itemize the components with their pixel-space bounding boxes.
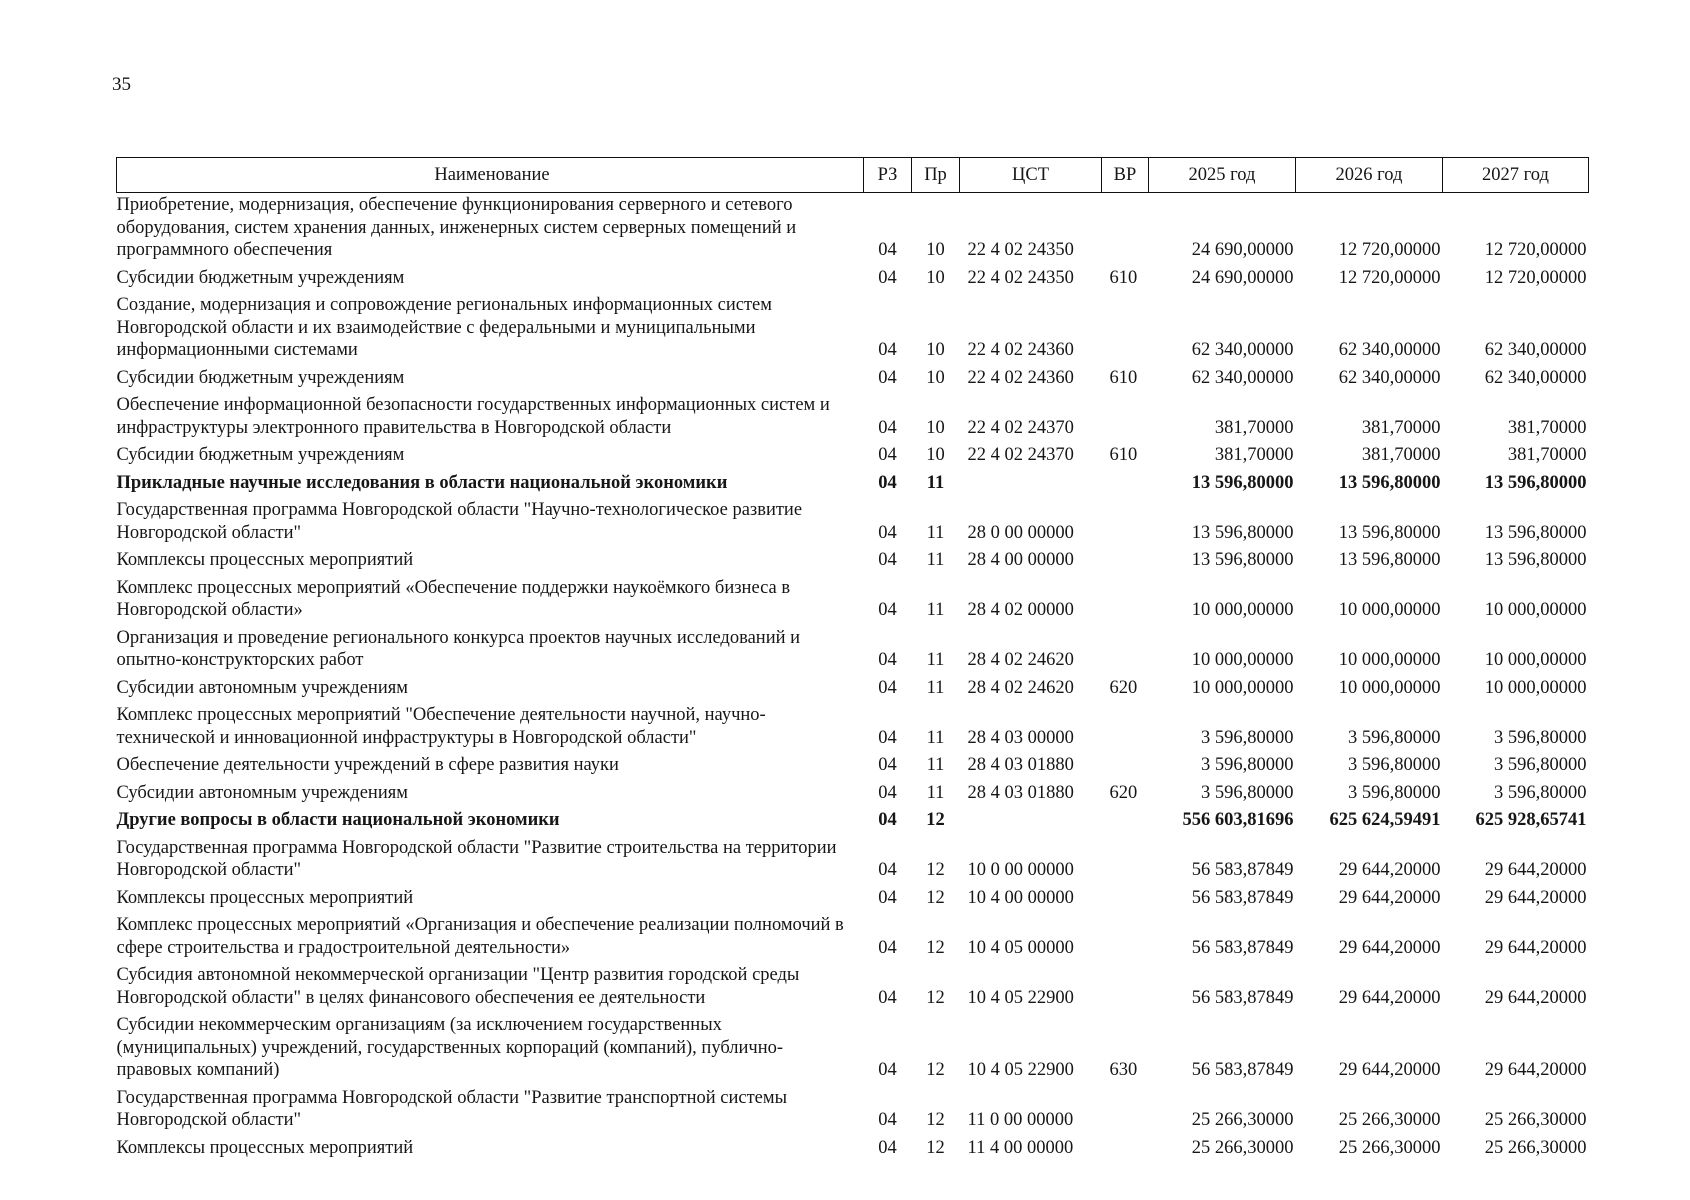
- row-name: Обеспечение информационной безопасности государственных информационных систем и инфраструктуры электронного правительства в Новгородской области: [116, 395, 830, 438]
- row-name: Комплексы процессных мероприятий: [116, 550, 414, 570]
- row-cst: 10 0 00 00000: [967, 860, 1074, 880]
- row-vr: [1102, 1086, 1149, 1136]
- row-rz: 04: [878, 755, 897, 775]
- table-header-row: [117, 158, 1589, 193]
- table-row: [117, 753, 1589, 781]
- row-amount-2027: 29 644,20000: [1484, 1060, 1587, 1080]
- row-vr: [1102, 498, 1149, 548]
- row-cst: 22 4 02 24360: [967, 340, 1074, 360]
- row-vr: [1102, 548, 1149, 576]
- table-row: [117, 676, 1589, 704]
- row-amount-2027: 12 720,00000: [1484, 267, 1587, 288]
- row-cst: 10 4 00 00000: [967, 887, 1074, 908]
- row-vr: [1102, 963, 1149, 1013]
- row-rz: 04: [878, 522, 897, 543]
- row-cst: 22 4 02 24370: [967, 445, 1074, 465]
- row-amount-2026: 62 340,00000: [1338, 340, 1441, 360]
- row-amount-2025: 381,70000: [1214, 445, 1294, 465]
- row-amount-2026: 29 644,20000: [1338, 1060, 1441, 1080]
- row-pr: 11: [926, 727, 945, 748]
- row-amount-2027: 25 266,30000: [1484, 1110, 1587, 1130]
- row-cst: 28 4 00 00000: [967, 550, 1074, 570]
- row-amount-2026: 12 720,00000: [1338, 267, 1441, 288]
- row-amount-2026: 10 000,00000: [1338, 600, 1441, 620]
- row-amount-2025: 56 583,87849: [1191, 860, 1294, 880]
- row-amount-2027: 381,70000: [1507, 445, 1587, 465]
- header-2027: 2027 год: [1443, 158, 1589, 193]
- row-vr: 620: [1109, 782, 1138, 803]
- row-pr: 12: [926, 1060, 945, 1080]
- row-amount-2025: 3 596,80000: [1201, 782, 1294, 803]
- row-vr: [1102, 193, 1149, 266]
- row-amount-2026: 13 596,80000: [1338, 550, 1441, 570]
- row-amount-2025: 13 596,80000: [1191, 550, 1294, 570]
- row-name: Комплекс процессных мероприятий "Обеспечение деятельности научной, научно-технической и инновационной инфраструктуры в Новгородской области": [116, 705, 766, 748]
- row-vr: [1102, 626, 1149, 676]
- row-name: Приобретение, модернизация, обеспечение функционирования серверного и сетевого оборудования, систем хранения данных, инженерных систем серверных помещений и программного обеспечения: [116, 195, 797, 260]
- row-cst: [960, 808, 1102, 836]
- table-row: [117, 913, 1589, 963]
- table-row: [117, 808, 1589, 836]
- row-name: Комплекс процессных мероприятий «Организация и обеспечение реализации полномочий в сфере строительства и градостроительной деятельности»: [116, 915, 844, 958]
- row-amount-2026: 10 000,00000: [1338, 677, 1441, 698]
- row-amount-2025: 56 583,87849: [1191, 987, 1294, 1008]
- row-pr: 11: [926, 677, 945, 698]
- table-row: [117, 498, 1589, 548]
- table-row: [117, 703, 1589, 753]
- row-pr: 12: [926, 887, 945, 908]
- row-amount-2027: 3 596,80000: [1494, 782, 1587, 803]
- row-name: Создание, модернизация и сопровождение региональных информационных систем Новгородской области и их взаимодействие с федеральными и муниципальными информационными системами: [116, 295, 772, 360]
- row-amount-2025: 13 596,80000: [1191, 522, 1294, 543]
- row-name: Субсидия автономной некоммерческой организации "Центр развития городской среды Новгородской области" в целях финансового обеспечения ее деятельности: [116, 965, 800, 1008]
- row-cst: 22 4 02 24370: [967, 417, 1074, 438]
- row-cst: 28 4 02 00000: [967, 600, 1074, 620]
- row-vr: 630: [1109, 1060, 1138, 1080]
- row-pr: 10: [926, 367, 945, 388]
- row-amount-2027: 3 596,80000: [1494, 755, 1587, 775]
- row-vr: [1102, 703, 1149, 753]
- row-amount-2025: 3 596,80000: [1201, 755, 1294, 775]
- row-name: Другие вопросы в области национальной экономики: [116, 810, 560, 830]
- row-rz: 04: [878, 677, 897, 698]
- row-rz: 04: [878, 240, 897, 260]
- row-amount-2027: 10 000,00000: [1484, 600, 1587, 620]
- row-cst: 11 4 00 00000: [967, 1137, 1074, 1158]
- row-pr: 10: [926, 240, 945, 260]
- row-amount-2026: 29 644,20000: [1338, 987, 1441, 1008]
- row-amount-2027: 25 266,30000: [1484, 1137, 1587, 1158]
- row-amount-2025: 556 603,81696: [1182, 810, 1294, 830]
- row-rz: 04: [878, 267, 897, 288]
- row-pr: 10: [926, 267, 945, 288]
- row-amount-2025: 3 596,80000: [1201, 727, 1294, 748]
- table-row: [117, 886, 1589, 914]
- row-pr: 12: [926, 860, 945, 880]
- row-amount-2026: 25 266,30000: [1338, 1110, 1441, 1130]
- row-amount-2025: 13 596,80000: [1191, 472, 1294, 493]
- row-pr: 10: [926, 417, 945, 438]
- row-amount-2025: 56 583,87849: [1191, 887, 1294, 908]
- row-rz: 04: [878, 445, 897, 465]
- row-amount-2027: 12 720,00000: [1484, 240, 1587, 260]
- row-cst: 11 0 00 00000: [967, 1110, 1074, 1130]
- row-vr: 620: [1109, 677, 1138, 698]
- row-amount-2027: 62 340,00000: [1484, 340, 1587, 360]
- row-name: Обеспечение деятельности учреждений в сфере развития науки: [116, 755, 619, 775]
- row-name: Субсидии бюджетным учреждениям: [116, 445, 405, 465]
- row-cst: 28 4 03 01880: [967, 755, 1074, 775]
- row-cst: 10 4 05 22900: [967, 987, 1074, 1008]
- row-rz: 04: [878, 650, 897, 670]
- header-vr: ВР: [1102, 158, 1149, 193]
- table-row: [117, 1013, 1589, 1086]
- row-amount-2026: 29 644,20000: [1338, 860, 1441, 880]
- row-rz: 04: [878, 937, 897, 958]
- row-name: Субсидии автономным учреждениям: [116, 782, 408, 803]
- row-pr: 11: [926, 472, 945, 493]
- row-cst: 22 4 02 24350: [967, 267, 1074, 288]
- table-row: [117, 836, 1589, 886]
- page-number: 35: [112, 74, 131, 95]
- row-amount-2025: 24 690,00000: [1191, 267, 1294, 288]
- row-amount-2026: 13 596,80000: [1338, 522, 1441, 543]
- row-amount-2026: 25 266,30000: [1338, 1137, 1441, 1158]
- table-row: [117, 626, 1589, 676]
- row-amount-2025: 24 690,00000: [1191, 240, 1294, 260]
- row-rz: 04: [878, 782, 897, 803]
- row-amount-2027: 29 644,20000: [1484, 860, 1587, 880]
- header-name: Наименование: [117, 158, 864, 193]
- budget-table: [116, 157, 1589, 1163]
- row-name: Государственная программа Новгородской области "Научно-технологическое развитие Новгородской области": [116, 500, 803, 543]
- table-row: [117, 1086, 1589, 1136]
- row-cst: 28 4 03 01880: [967, 782, 1074, 803]
- row-cst: 28 4 02 24620: [967, 677, 1074, 698]
- row-pr: 12: [926, 1110, 945, 1130]
- row-vr: 610: [1109, 445, 1138, 465]
- row-pr: 12: [926, 810, 945, 830]
- row-amount-2027: 29 644,20000: [1484, 887, 1587, 908]
- header-pr: Пр: [912, 158, 960, 193]
- row-amount-2026: 625 624,59491: [1329, 810, 1441, 830]
- row-name: Субсидии бюджетным учреждениям: [116, 367, 405, 388]
- row-name: Комплексы процессных мероприятий: [116, 887, 414, 908]
- row-pr: 11: [926, 550, 945, 570]
- row-vr: [1102, 886, 1149, 914]
- row-pr: 10: [926, 340, 945, 360]
- row-vr: [1102, 471, 1149, 499]
- row-amount-2027: 10 000,00000: [1484, 650, 1587, 670]
- row-vr: [1102, 293, 1149, 366]
- row-rz: 04: [878, 472, 897, 493]
- row-cst: 28 4 02 24620: [967, 650, 1074, 670]
- row-amount-2025: 25 266,30000: [1191, 1137, 1294, 1158]
- row-rz: 04: [878, 367, 897, 388]
- table-row: [117, 963, 1589, 1013]
- row-rz: 04: [878, 600, 897, 620]
- row-name: Субсидии некоммерческим организациям (за исключением государственных (муниципальных) учреждений, государственных корпораций (компаний), публично-правовых компаний): [116, 1015, 784, 1080]
- row-amount-2026: 29 644,20000: [1338, 937, 1441, 958]
- row-rz: 04: [878, 550, 897, 570]
- table-row: [117, 576, 1589, 626]
- row-name: Прикладные научные исследования в области национальной экономики: [116, 472, 728, 493]
- table-body: [117, 193, 1589, 1164]
- row-amount-2025: 25 266,30000: [1191, 1110, 1294, 1130]
- row-pr: 11: [926, 755, 945, 775]
- row-pr: 11: [926, 522, 945, 543]
- row-vr: [1102, 808, 1149, 836]
- row-amount-2025: 56 583,87849: [1191, 1060, 1294, 1080]
- row-amount-2027: 625 928,65741: [1475, 810, 1587, 830]
- row-amount-2027: 29 644,20000: [1484, 987, 1587, 1008]
- row-rz: 04: [878, 860, 897, 880]
- table-row: [117, 548, 1589, 576]
- row-amount-2027: 10 000,00000: [1484, 677, 1587, 698]
- row-name: Организация и проведение регионального конкурса проектов научных исследований и опытно-конструкторских работ: [116, 627, 801, 670]
- table-row: [117, 293, 1589, 366]
- row-pr: 10: [926, 445, 945, 465]
- row-amount-2026: 381,70000: [1361, 417, 1441, 438]
- row-name: Субсидии автономным учреждениям: [116, 677, 408, 698]
- table-row: [117, 781, 1589, 809]
- row-rz: 04: [878, 417, 897, 438]
- row-cst: 28 0 00 00000: [967, 522, 1074, 543]
- table-row: [117, 366, 1589, 394]
- row-rz: 04: [878, 1137, 897, 1158]
- row-amount-2025: 62 340,00000: [1191, 340, 1294, 360]
- row-cst: 10 4 05 22900: [967, 1060, 1074, 1080]
- row-name: Комплекс процессных мероприятий «Обеспечение поддержки наукоёмкого бизнеса в Новгородской области»: [116, 577, 791, 620]
- table-row: [117, 393, 1589, 443]
- row-amount-2025: 10 000,00000: [1191, 600, 1294, 620]
- row-cst: 22 4 02 24360: [967, 367, 1074, 388]
- header-cst: ЦСТ: [960, 158, 1102, 193]
- row-vr: [1102, 576, 1149, 626]
- row-vr: [1102, 1136, 1149, 1164]
- header-rz: РЗ: [864, 158, 912, 193]
- row-amount-2026: 381,70000: [1361, 445, 1441, 465]
- row-cst: 28 4 03 00000: [967, 727, 1074, 748]
- table-row: [117, 193, 1589, 266]
- row-rz: 04: [878, 810, 897, 830]
- table-row: [117, 443, 1589, 471]
- row-cst: [960, 471, 1102, 499]
- row-cst: 22 4 02 24350: [967, 240, 1074, 260]
- row-amount-2025: 381,70000: [1214, 417, 1294, 438]
- row-pr: 12: [926, 937, 945, 958]
- row-amount-2027: 62 340,00000: [1484, 367, 1587, 388]
- row-amount-2025: 62 340,00000: [1191, 367, 1294, 388]
- row-vr: [1102, 913, 1149, 963]
- row-amount-2026: 3 596,80000: [1348, 727, 1441, 748]
- row-pr: 11: [926, 650, 945, 670]
- row-rz: 04: [878, 340, 897, 360]
- table-row: [117, 266, 1589, 294]
- row-amount-2025: 10 000,00000: [1191, 677, 1294, 698]
- row-pr: 12: [926, 987, 945, 1008]
- row-rz: 04: [878, 987, 897, 1008]
- row-cst: 10 4 05 00000: [967, 937, 1074, 958]
- row-name: Комплексы процессных мероприятий: [116, 1137, 414, 1158]
- row-amount-2026: 3 596,80000: [1348, 755, 1441, 775]
- row-amount-2026: 29 644,20000: [1338, 887, 1441, 908]
- row-amount-2026: 13 596,80000: [1338, 472, 1441, 493]
- row-amount-2025: 10 000,00000: [1191, 650, 1294, 670]
- row-name: Государственная программа Новгородской области "Развитие строительства на территории Новгородской области": [116, 837, 837, 880]
- table-row: [117, 1136, 1589, 1164]
- header-2025: 2025 год: [1149, 158, 1296, 193]
- header-2026: 2026 год: [1296, 158, 1443, 193]
- row-rz: 04: [878, 727, 897, 748]
- row-vr: [1102, 753, 1149, 781]
- row-name: Субсидии бюджетным учреждениям: [116, 267, 405, 288]
- row-amount-2026: 10 000,00000: [1338, 650, 1441, 670]
- table-row: [117, 471, 1589, 499]
- row-amount-2027: 13 596,80000: [1484, 522, 1587, 543]
- row-pr: 11: [926, 600, 945, 620]
- row-amount-2026: 3 596,80000: [1348, 782, 1441, 803]
- row-vr: 610: [1109, 367, 1138, 388]
- row-amount-2027: 3 596,80000: [1494, 727, 1587, 748]
- row-vr: [1102, 393, 1149, 443]
- row-amount-2027: 13 596,80000: [1484, 472, 1587, 493]
- row-amount-2026: 12 720,00000: [1338, 240, 1441, 260]
- row-amount-2026: 62 340,00000: [1338, 367, 1441, 388]
- row-amount-2027: 13 596,80000: [1484, 550, 1587, 570]
- row-vr: 610: [1109, 267, 1138, 288]
- row-pr: 12: [926, 1137, 945, 1158]
- row-pr: 11: [926, 782, 945, 803]
- row-amount-2027: 381,70000: [1507, 417, 1587, 438]
- row-rz: 04: [878, 887, 897, 908]
- row-name: Государственная программа Новгородской области "Развитие транспортной системы Новгородской области": [116, 1087, 788, 1130]
- row-rz: 04: [878, 1110, 897, 1130]
- row-amount-2027: 29 644,20000: [1484, 937, 1587, 958]
- row-vr: [1102, 836, 1149, 886]
- row-rz: 04: [878, 1060, 897, 1080]
- row-amount-2025: 56 583,87849: [1191, 937, 1294, 958]
